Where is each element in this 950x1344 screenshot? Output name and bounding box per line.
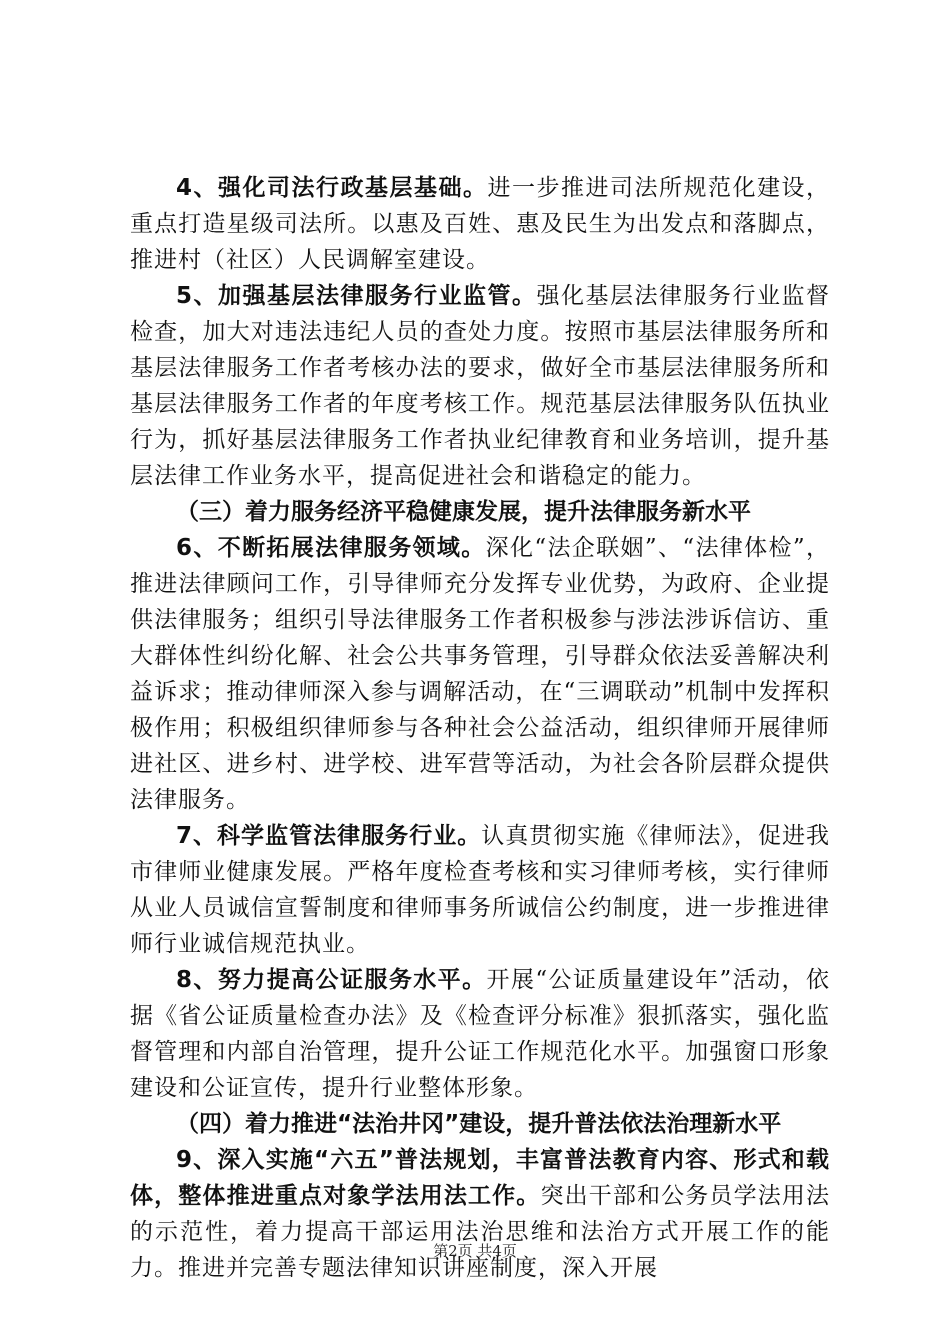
paragraph-8-body: 开展“公证质量建设年”活动，依据《省公证质量检查办法》及《检查评分标准》狠抓落实，强化监督管理和内部自治管理，提升公证工作规范化水平。加强窗口形象建设和公证宣传，提升行业整体形象。 [130,967,830,1101]
paragraph-4-body: 进一步推进司法所规范化建设，重点打造星级司法所。以惠及百姓、惠及民生为出发点和落脚点，推进村（社区）人民调解室建设。 [130,175,830,273]
paragraph-4 [130,170,830,278]
paragraph-5-lead: 5、加强基层法律服务行业监管。 [176,283,537,309]
section-heading-4: （四）着力推进“法治井冈”建设，提升普法依法治理新水平 [176,1111,782,1137]
paragraph-9-body: 突出干部和公务员学法用法的示范性，着力提高干部运用法治思维和法治方式开展工作的能力。推进并完善专题法律知识讲座制度，深入开展 [130,1183,831,1281]
paragraph-7 [130,818,830,962]
paragraph-7-lead: 7、科学监管法律服务行业。 [176,823,482,849]
paragraph-8-lead: 8、努力提高公证服务水平。 [176,967,487,993]
paragraph-5 [130,278,830,494]
paragraph-8 [130,962,830,1106]
paragraph-9 [130,1142,830,1286]
paragraph-7-body: 认真贯彻实施《律师法》，促进我市律师业健康发展。严格年度检查考核和实习律师考核，实行律师从业人员诚信宣誓制度和律师事务所诚信公约制度，进一步推进律师行业诚信规范执业。 [130,823,831,957]
document-body [130,170,830,1286]
paragraph-5-body: 强化基层法律服务行业监督检查，加大对违法违纪人员的查处力度。按照市基层法律服务所和基层法律服务工作者考核办法的要求，做好全市基层法律服务所和基层法律服务工作者的年度考核工作。规范基层法律服务队伍执业行为，抓好基层法律服务工作者执业纪律教育和业务培训，提升基层法律工作业务水平，提高促进社会和谐稳定的能力。 [130,283,830,489]
page-number-footer: 第2页 共4页 [433,1242,517,1260]
paragraph-4-lead: 4、强化司法行政基层基础。 [176,175,488,201]
paragraph-6 [130,530,830,818]
paragraph-6-lead: 6、不断拓展法律服务领域。 [176,535,486,561]
paragraph-9-lead: 9、深入实施“六五”普法规划，丰富普法教育内容、形式和载体，整体推进重点对象学法用法工作。 [130,1147,830,1209]
section-heading-3: （三）着力服务经济平稳健康发展，提升法律服务新水平 [176,499,751,525]
paragraph-6-body: 深化“法企联姻”、“法律体检”，推进法律顾问工作，引导律师充分发挥专业优势，为政府、企业提供法律服务；组织引导法律服务工作者积极参与涉法涉诉信访、重大群体性纠纷化解、社会公共事务管理，引导群众依法妥善解决利益诉求；推动律师深入参与调解活动，在“三调联动”机制中发挥积极作用；积极组织律师参与各种社会公益活动，组织律师开展律师进社区、进乡村、进学校、进军营等活动，为社会各阶层群众提供法律服务。 [130,535,830,813]
